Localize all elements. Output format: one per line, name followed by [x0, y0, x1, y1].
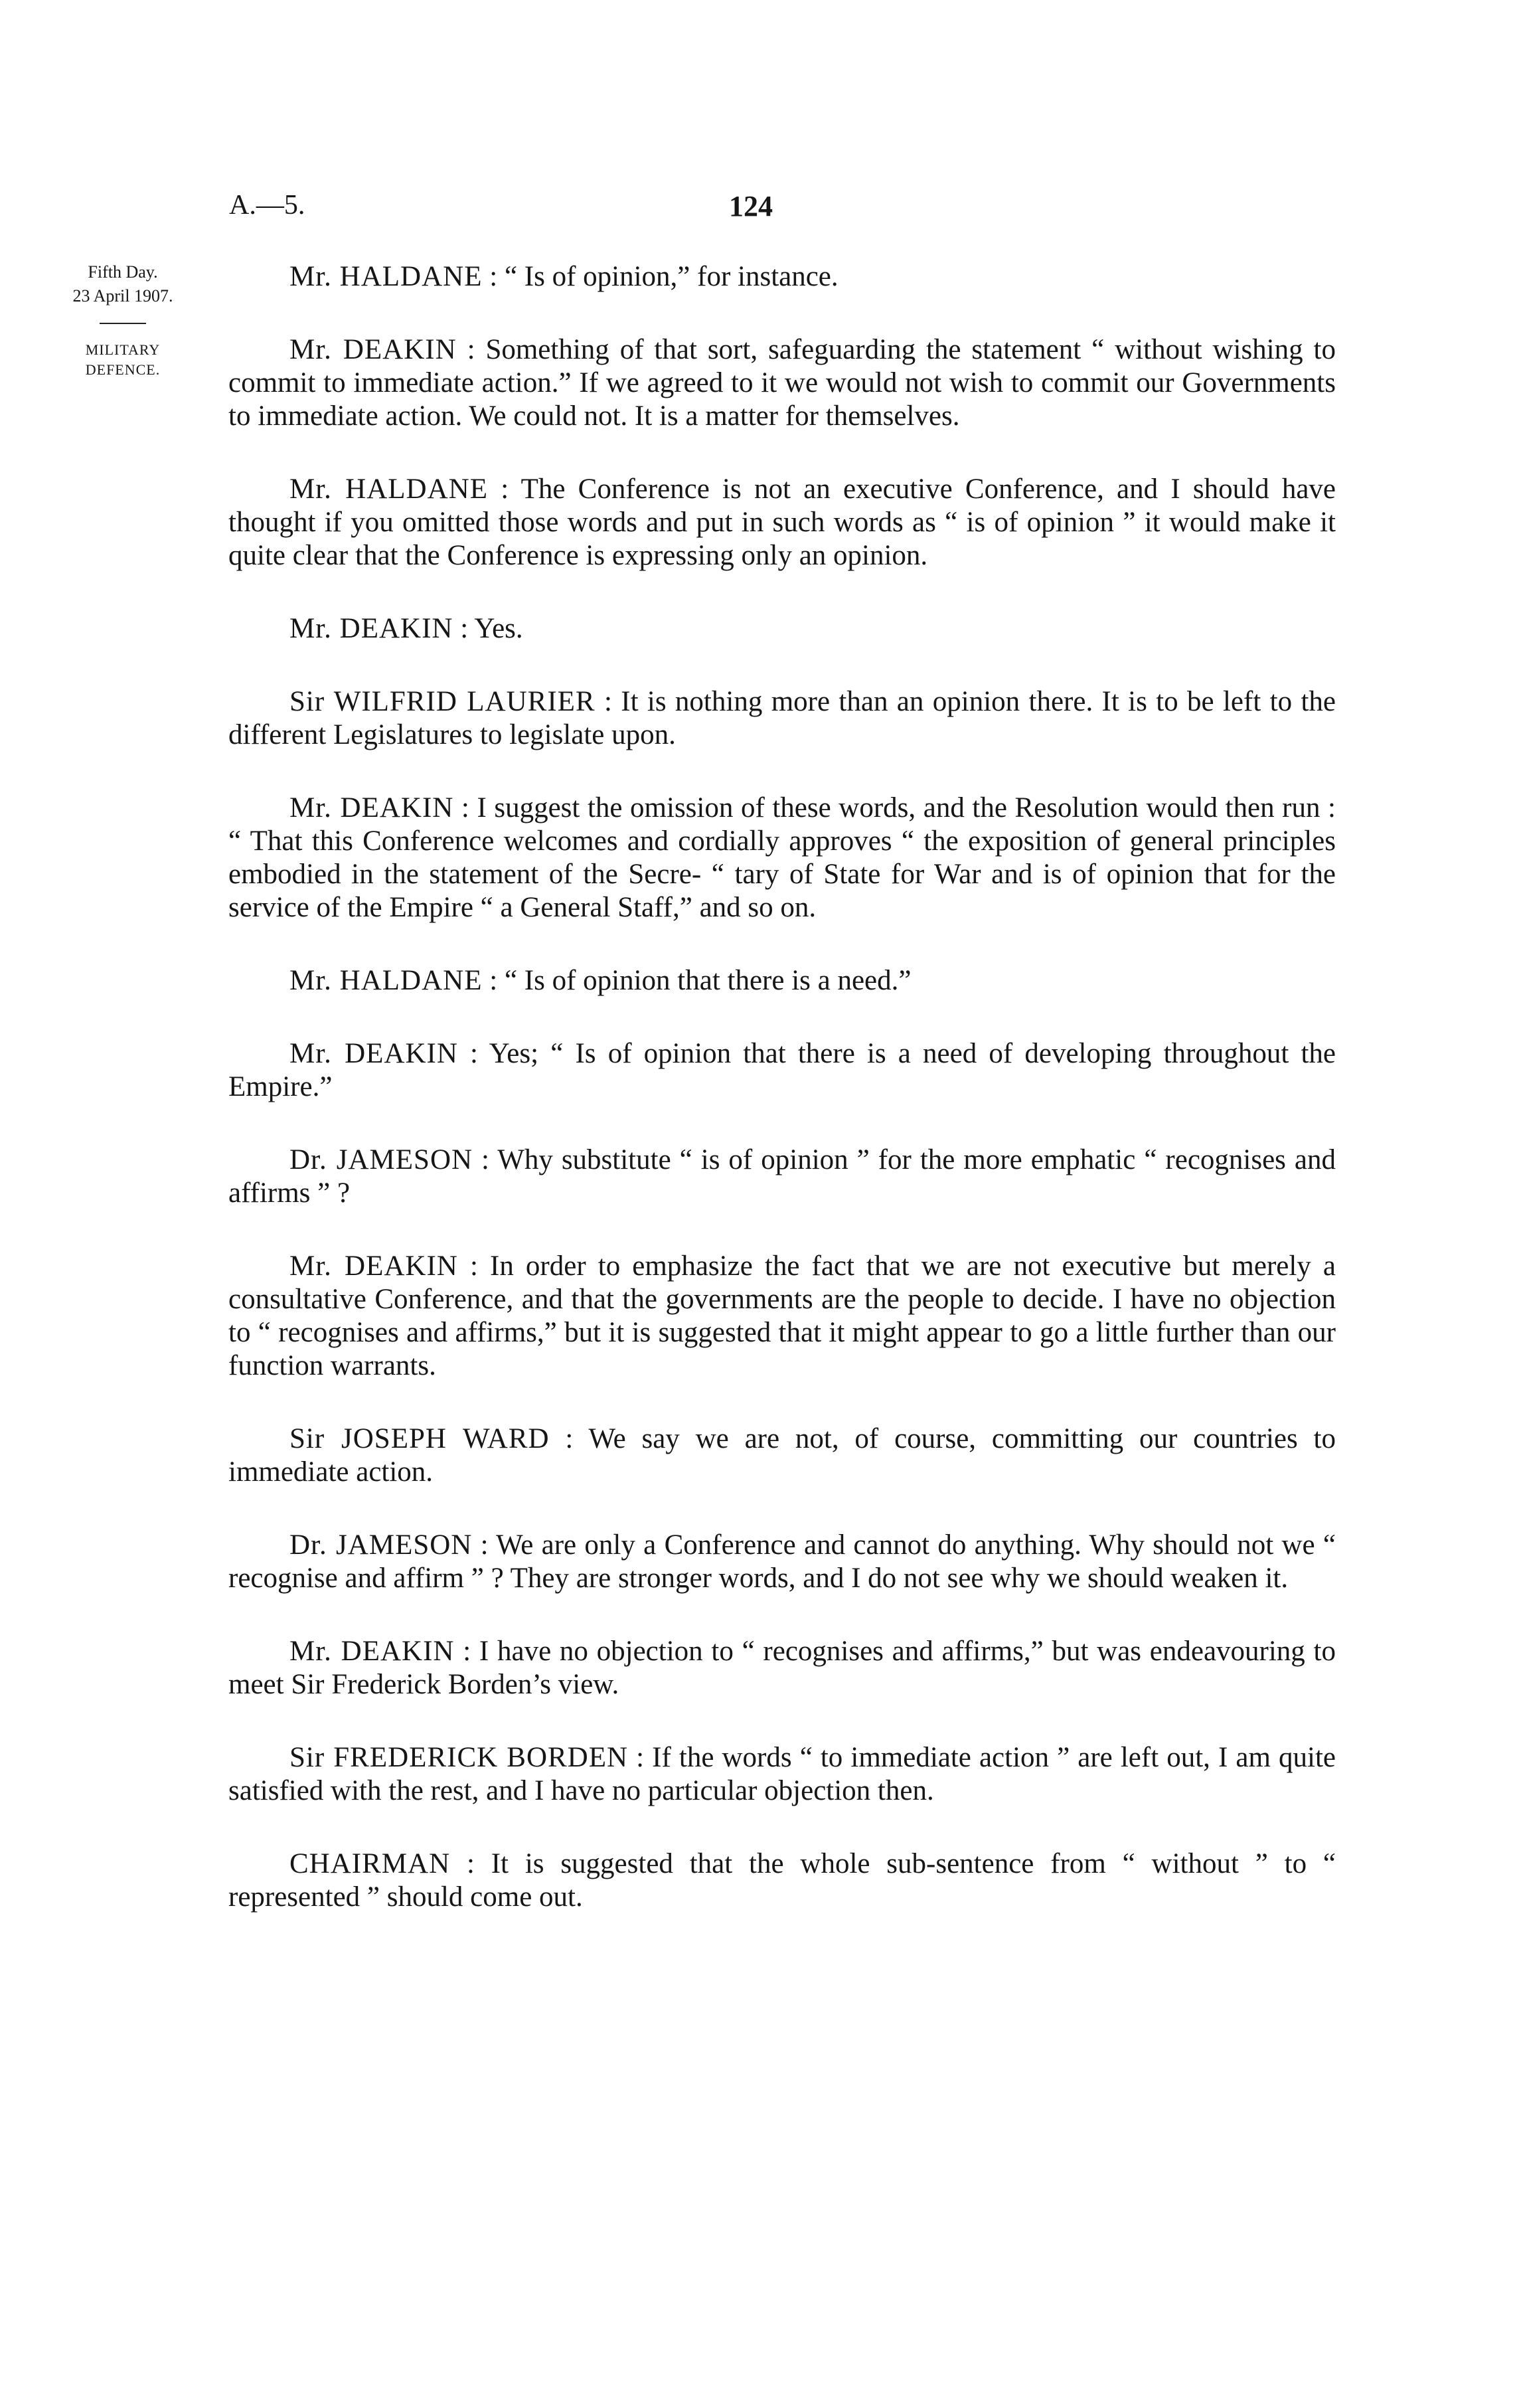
speaker-separator: : [457, 1038, 489, 1069]
paragraph [228, 964, 1336, 997]
paragraph-text: Yes; “ Is of opinion that there is a need of developing throughout the Empire.” [228, 1038, 1336, 1102]
paragraph-text: Something of that sort, safeguarding the statement “ without wishing to commit to immediate action.” If we agreed to it we would not wish to commit our Governments to immediate action. We could not. It is a matter for themselves. [228, 334, 1336, 432]
paragraph [228, 473, 1336, 572]
speaker-separator: : [628, 1742, 653, 1773]
paragraph-text: If the words “ to immediate action ” are left out, I am quite satisfied with the rest, and I have no particular objection then. [228, 1742, 1336, 1806]
margin-topic-line-1: MILITARY [85, 341, 161, 358]
speaker-separator: : [473, 1144, 498, 1175]
speaker: Dr. JAMESON [289, 1529, 473, 1561]
speaker-separator: : [472, 1529, 497, 1561]
speaker-separator: : [453, 792, 477, 823]
speaker: Mr. DEAKIN [289, 1636, 455, 1667]
paragraph-text: We are only a Conference and cannot do anything. Why should not we “ recognise and affirm ” ? They are stronger words, and I do not see why we should weaken it. [228, 1529, 1336, 1594]
speaker: Mr. DEAKIN [289, 1250, 458, 1282]
paragraph [228, 1741, 1336, 1808]
paragraph [228, 260, 1336, 294]
paragraph [228, 1422, 1336, 1489]
paragraph [228, 1037, 1336, 1104]
paragraph-text: In order to emphasize the fact that we are not executive but merely a consultative Conference, and that the governments are the people to decide. I have no objection to “ recognises and affirms,” but it is suggested that it might appear to go a little further than our function warrants. [228, 1250, 1336, 1381]
transcript-body [228, 260, 1336, 1954]
paragraph-text: We say we are not, of course, committing our countries to immediate action. [228, 1423, 1336, 1488]
speaker-separator: : [456, 334, 486, 365]
paragraph-text: It is nothing more than an opinion there. It is to be left to the different Legislatures to legislate upon. [228, 686, 1336, 750]
margin-topic-line-2: DEFENCE. [85, 361, 161, 378]
page-number: 124 [729, 190, 773, 222]
speaker-separator: : [595, 686, 621, 717]
speaker-separator: : [482, 965, 505, 996]
paragraph [228, 1529, 1336, 1595]
paragraph-text: I suggest the omission of these words, and the Resolution would then run : “ That this Conference welcomes and cordially approves “ the exposition of general principles embodied in the statement of the Secre- “ tary of State for War and is of opinion that for the service of the Empire “ a General Staff,” and so on. [228, 792, 1336, 923]
speaker: Mr. HALDANE [289, 261, 483, 292]
margin-note [40, 260, 206, 380]
speaker: Mr. DEAKIN [289, 334, 457, 365]
speaker-separator: : [549, 1423, 589, 1454]
paragraph [228, 685, 1336, 752]
speaker: Mr. DEAKIN [289, 1038, 458, 1069]
margin-day: Fifth Day. [88, 262, 158, 282]
speaker: Mr. HALDANE [289, 473, 488, 505]
speaker-separator: : [457, 1250, 490, 1282]
speaker: CHAIRMAN [289, 1848, 451, 1879]
speaker-separator: : [482, 261, 505, 292]
speaker: Sir WILFRID LAURIER [289, 686, 596, 717]
document-reference: A.—5. [229, 190, 305, 220]
paragraph [228, 1250, 1336, 1383]
paragraph [228, 1635, 1336, 1701]
paragraph-text: Yes. [474, 613, 523, 644]
speaker: Mr. DEAKIN [289, 792, 454, 823]
margin-divider [100, 323, 146, 324]
speaker-separator: : [453, 613, 475, 644]
paragraph-text: “ Is of opinion that there is a need.” [504, 965, 912, 996]
speaker-separator: : [450, 1848, 491, 1879]
paragraph [228, 1144, 1336, 1210]
speaker-separator: : [454, 1636, 479, 1667]
paragraph-text: Why substitute “ is of opinion ” for the more emphatic “ recognises and affirms ” ? [228, 1144, 1336, 1209]
paragraph-text: I have no objection to “ recognises and affirms,” but was endeavouring to meet Sir Frederick Borden’s view. [228, 1636, 1336, 1700]
paragraph-text: It is suggested that the whole sub-sentence from “ without ” to “ represented ” should come out. [228, 1848, 1336, 1913]
paragraph [228, 612, 1336, 645]
margin-date: 23 April 1907. [72, 286, 173, 305]
paragraph-text: The Conference is not an executive Conference, and I should have thought if you omitted those words and put in such words as “ is of opinion ” it would make it quite clear that the Conference is expressing only an opinion. [228, 473, 1336, 571]
speaker: Mr. HALDANE [289, 965, 483, 996]
speaker: Mr. DEAKIN [289, 613, 453, 644]
speaker-separator: : [487, 473, 521, 505]
page-header [0, 189, 1521, 229]
paragraph [228, 333, 1336, 433]
paragraph-text: “ Is of opinion,” for instance. [504, 261, 839, 292]
speaker: Sir JOSEPH WARD [289, 1423, 550, 1454]
paragraph [228, 792, 1336, 924]
speaker: Sir FREDERICK BORDEN [289, 1742, 629, 1773]
paragraph [228, 1848, 1336, 1914]
speaker: Dr. JAMESON [289, 1144, 473, 1175]
